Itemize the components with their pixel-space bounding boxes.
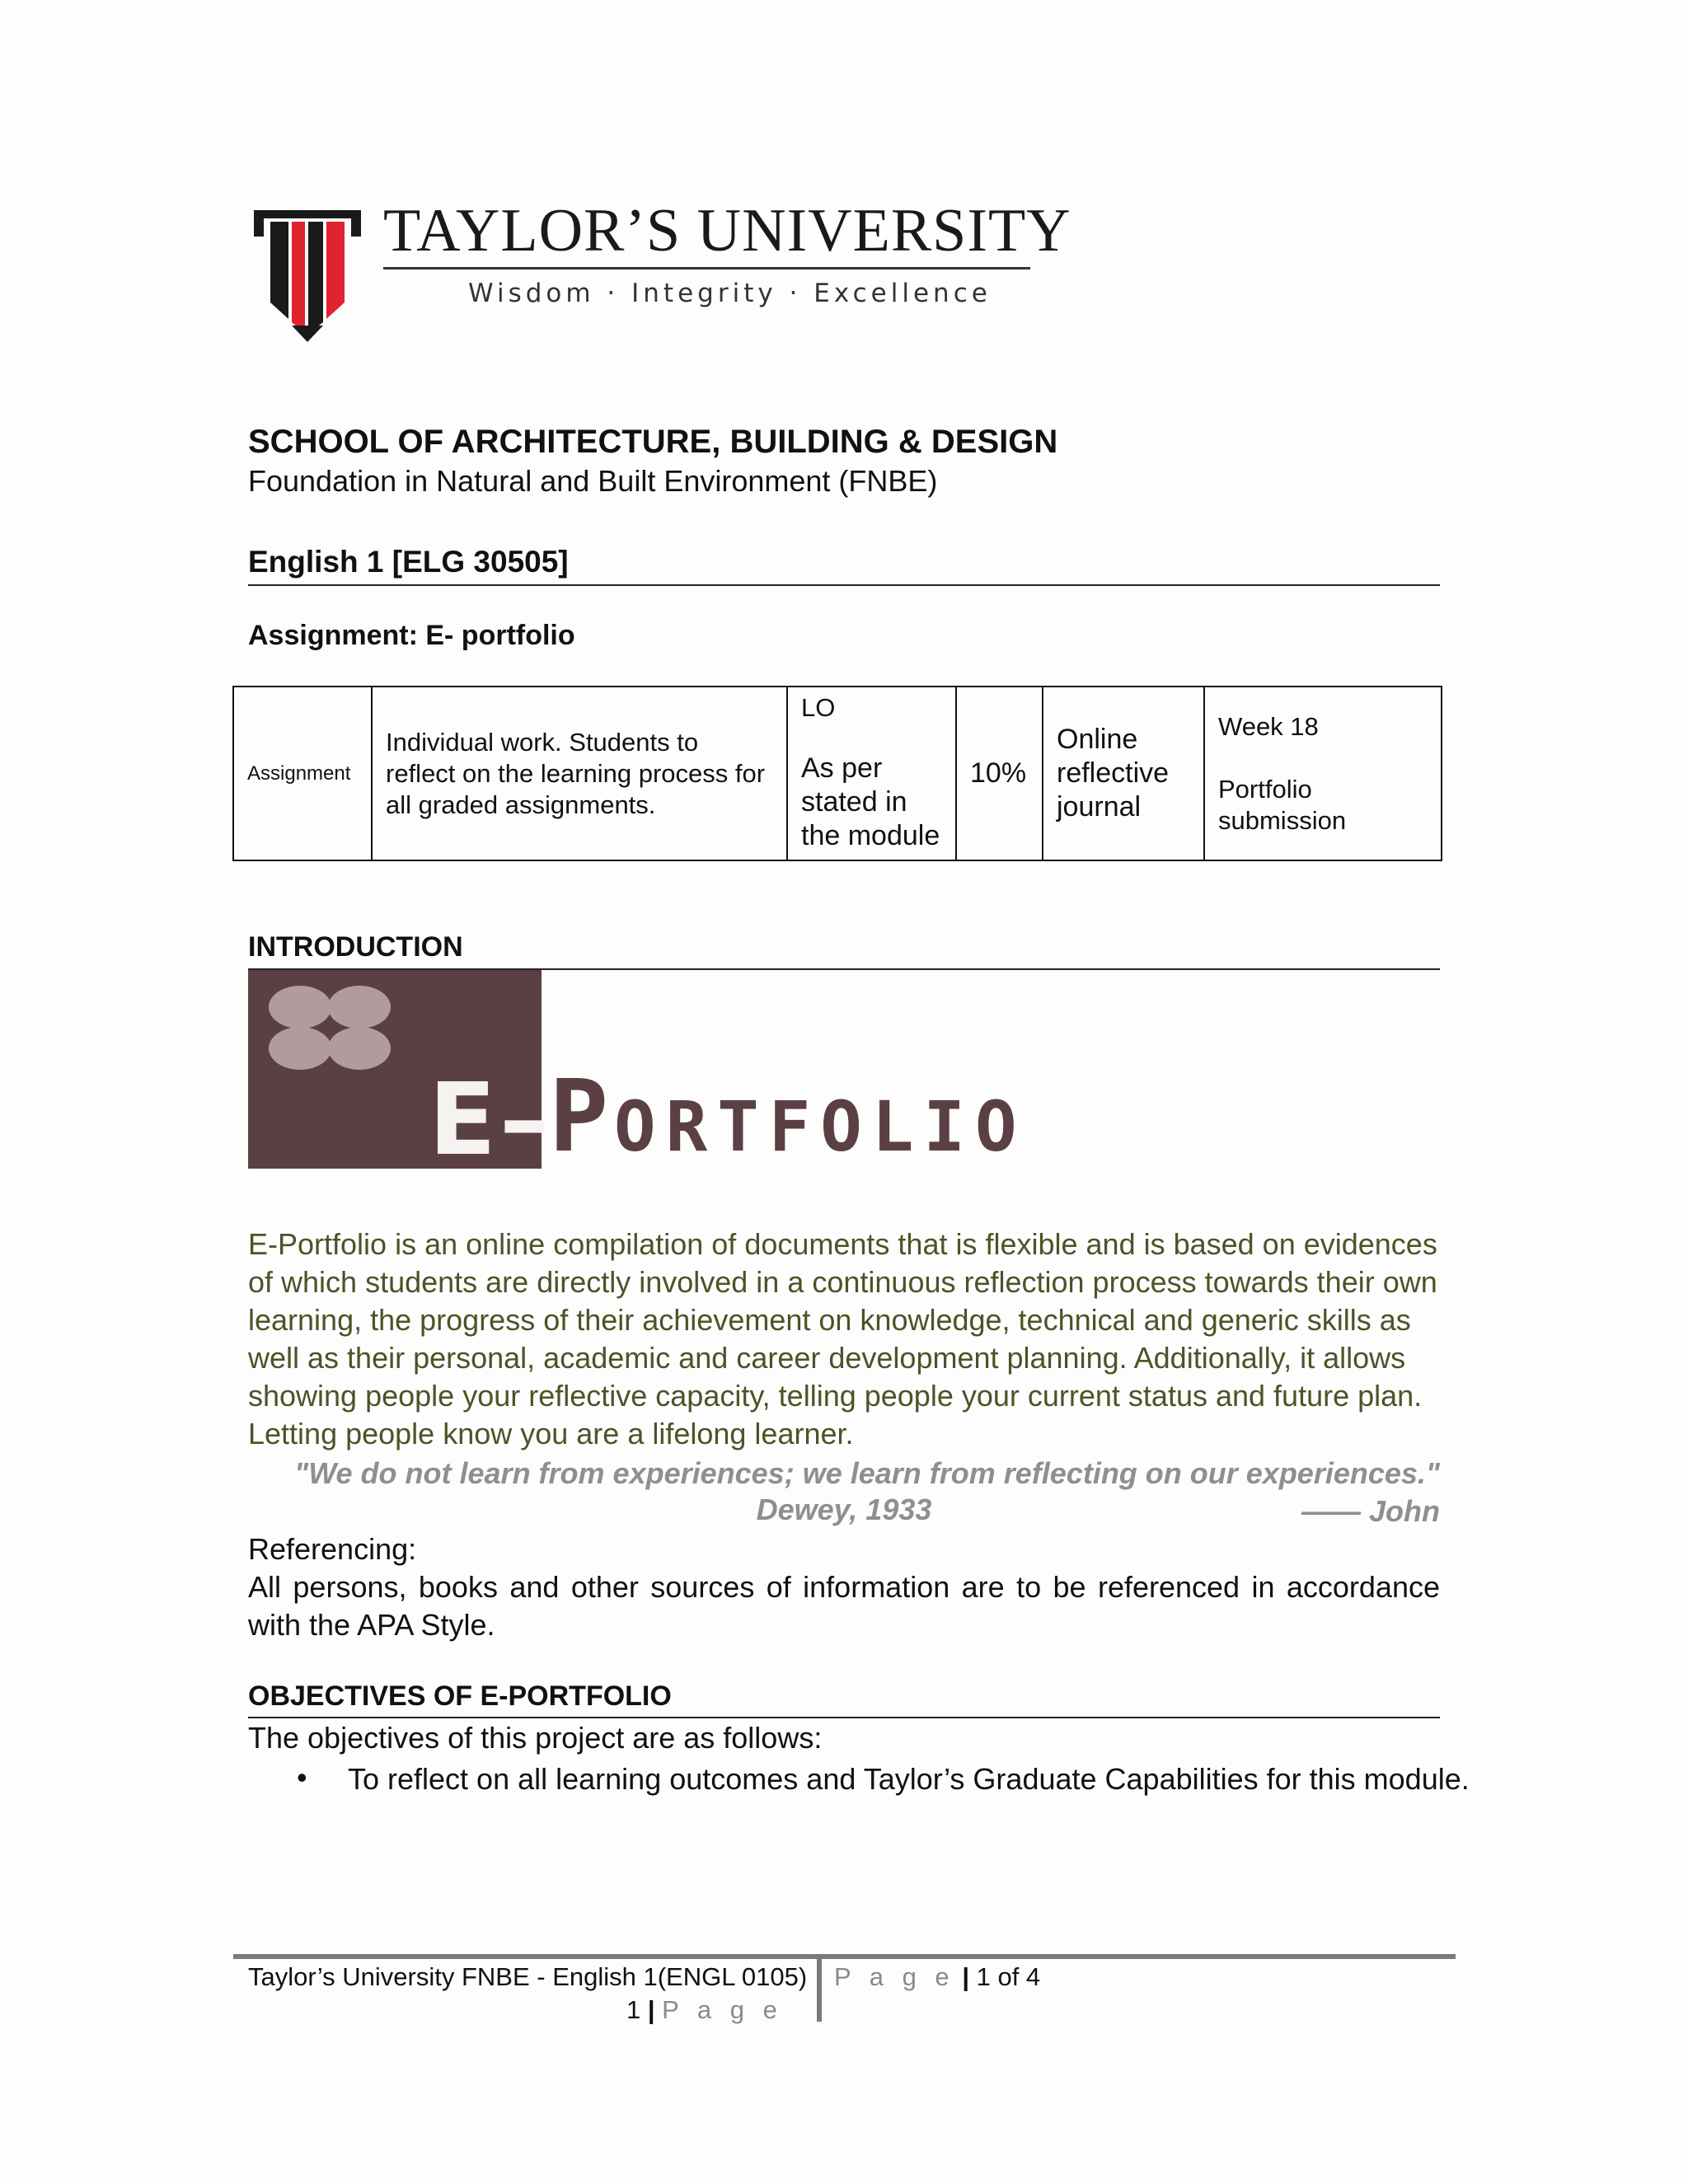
pipe-separator: | (647, 1995, 663, 2024)
introduction-paragraph: E-Portfolio is an online compilation of documents that is flexible and is based on evidences of which students are directly involved in a continuous reflection process towards their own learning, the progress of their achievement on knowledge, technical and generic skills as well as their personal, academic and career development planning. Additionally, it allows showing people your reflective capacity, telling people your current status and future plan. Letting people know you are a lifelong learner. (248, 1227, 1437, 1451)
footer-course: Taylor’s University FNBE - English 1(ENGL 0105) (248, 1962, 808, 1991)
university-name: TAYLOR’S UNIVERSITY (383, 197, 1071, 265)
referencing-label: Referencing: (248, 1532, 417, 1566)
program-name: Foundation in Natural and Built Environment (FNBE) (248, 464, 938, 498)
assessment-format: Online reflective journal (1043, 687, 1204, 860)
introduction-heading: INTRODUCTION (248, 931, 463, 963)
banner-rest-text: ORTFOLIO (614, 1086, 1027, 1167)
list-item: To reflect on all learning outcomes and Taylor’s Graduate Capabilities for this module. (348, 1762, 1470, 1796)
assessment-type: Assignment (233, 687, 372, 860)
banner-p-text: P (549, 1060, 609, 1174)
university-tagline: Wisdom · Integrity · Excellence (468, 279, 992, 308)
footer-divider (233, 1954, 1456, 1959)
page-count: 1 of 4 (976, 1962, 1041, 1991)
page-number: 1 (626, 1995, 641, 2024)
banner-e-text: E– (429, 1063, 552, 1178)
assessment-weight: 10% (956, 687, 1043, 860)
lo-value: As per stated in the module (801, 752, 940, 851)
objectives-divider (248, 1717, 1440, 1718)
school-name: SCHOOL OF ARCHITECTURE, BUILDING & DESIGN (248, 424, 1058, 460)
footer-vertical-divider (817, 1959, 822, 2022)
footer-page-count (834, 1961, 1040, 1993)
referencing-text: All persons, books and other sources of information are to be referenced in accordance with the APA Style. (248, 1570, 1440, 1642)
page-word-right: P a g e (834, 1962, 955, 1991)
table-row (233, 687, 1442, 860)
lo-label: LO (801, 693, 836, 722)
bullet-icon: • (297, 1760, 307, 1794)
assignment-title: Assignment: E- portfolio (248, 620, 575, 651)
logo-divider (383, 267, 1030, 269)
due-cell (1204, 687, 1442, 860)
objectives-heading: OBJECTIVES OF E-PORTFOLIO (248, 1680, 672, 1712)
due-item: Portfolio submission (1218, 774, 1347, 835)
pipe-separator-right: | (962, 1962, 977, 1991)
assessment-table (232, 686, 1442, 861)
due-week: Week 18 (1218, 711, 1319, 741)
course-title: English 1 [ELG 30505] (248, 545, 569, 579)
learning-outcome-cell (787, 687, 956, 860)
dewey-quote: "We do not learn from experiences; we learn from reflecting on our experiences." —— John (294, 1456, 1440, 1528)
university-logo-icon (254, 210, 361, 342)
footer-page-number (626, 1994, 783, 2026)
objectives-intro: The objectives of this project are as follows: (248, 1721, 823, 1755)
page-word: P a g e (662, 1995, 783, 2024)
assessment-description: Individual work. Students to reflect on the learning process for all graded assignments. (372, 687, 787, 860)
course-divider (248, 584, 1440, 586)
quote-attribution: Dewey, 1933 (756, 1493, 932, 1526)
four-petal-icon (260, 978, 401, 1077)
